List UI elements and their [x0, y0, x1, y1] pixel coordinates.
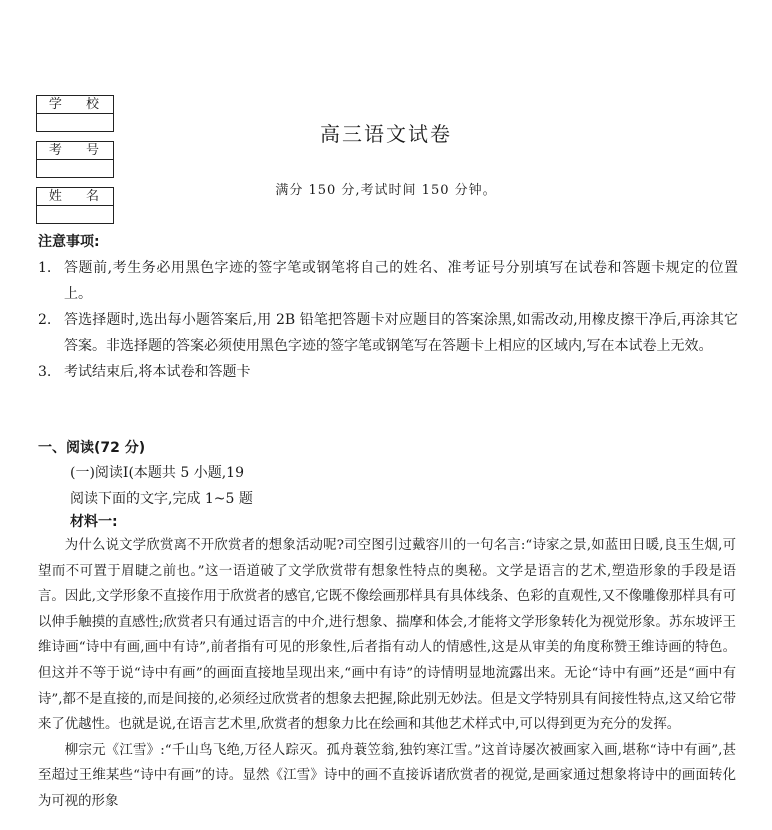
reading-instruction: 阅读下面的文字,完成 1~5 题 [70, 491, 253, 507]
notice-item [38, 359, 738, 385]
exam-subtitle: 满分 150 分,考试时间 150 分钟。 [275, 183, 497, 198]
notice-text: 考试结束后,将本试卷和答题卡 [64, 364, 251, 380]
notice-list [38, 255, 738, 385]
notice-text: 答题前,考生务必用黑色字迹的签字笔或钢笔将自己的姓名、准考证号分别填写在试卷和答题卡规定的位置上。 [64, 260, 738, 302]
exam-number-blank[interactable] [36, 160, 114, 178]
material-label: 材料一: [70, 514, 118, 530]
notice-text: 答选择题时,选出每小题答案后,用 2B 铅笔把答题卡对应题目的答案涂黑,如需改动,用橡皮擦干净后,再涂其它答案。非选择题的答案必须使用黑色字迹的签字笔或钢笔写在答题卡上相应的区域内,写在本试卷上无效。 [64, 312, 738, 354]
passage-paragraph: 柳宗元《江雪》:“千山鸟飞绝,万径人踪灭。孤舟蓑笠翁,独钓寒江雪。”这首诗屡次被画家入画,堪称“诗中有画”,甚至超过王维某些“诗中有画”的诗。显然《江雪》诗中的画不直接诉诸欣赏者的视觉,是画家通过想象将诗中的画面转化为可视的形象 [38, 742, 736, 809]
notice-item [38, 255, 738, 307]
notice-heading: 注意事项: [38, 234, 100, 250]
info-label: 考 号 [36, 141, 114, 160]
notice-number: 1. [38, 260, 52, 276]
page-title: 高三语文试卷 [320, 122, 452, 146]
info-label: 姓 名 [36, 187, 114, 206]
occlusion-patch [283, 455, 703, 517]
occlusion-patch [283, 384, 663, 414]
info-box [36, 95, 114, 233]
notice-item [38, 307, 738, 359]
info-label: 学 校 [36, 95, 114, 114]
reading-passage [38, 533, 736, 815]
subsection-heading: (一)阅读Ⅰ(本题共 5 小题,19 [70, 465, 244, 481]
passage-paragraph: 为什么说文学欣赏离不开欣赏者的想象活动呢?司空图引过戴容川的一句名言:“诗家之景,如蓝田日暖,良玉生烟,可望而不可置于眉睫之前也。”这一语道破了文学欣赏带有想象性特点的奥秘。文学是语言的艺术,塑造形象的手段是语言。因此,文学形象不直接作用于欣赏者的感官,它既不像绘画那样具有具体线条、色彩的直观性,又不像雕像那样具有可以伸手触摸的直感性;欣赏者只有通过语言的中介,进行想象、揣摩和体会,才能将文学形象转化为视觉形象。苏东坡评王维诗画“诗中有画,画中有诗”,前者指有可见的形象性,后者指有动人的情感性,这是从审美的角度称赞王维诗画的特色。但这并不等于说“诗中有画”的画面直接地呈现出来,“画中有诗”的诗情明显地流露出来。无论“诗中有画”还是“画中有诗”,都不是直接的,而是间接的,必须经过欣赏者的想象去把握,除此别无妙法。但是文学特别具有间接性特点,这又给它带来了优越性。也就是说,在语言艺术里,欣赏者的想象力比在绘画和其他艺术样式中,可以得到更为充分的发挥。 [38, 538, 736, 733]
notice-number: 3. [38, 364, 52, 380]
name-blank[interactable] [36, 206, 114, 224]
section-heading: 一、阅读(72 分) [38, 440, 146, 456]
notice-number: 2. [38, 312, 52, 328]
